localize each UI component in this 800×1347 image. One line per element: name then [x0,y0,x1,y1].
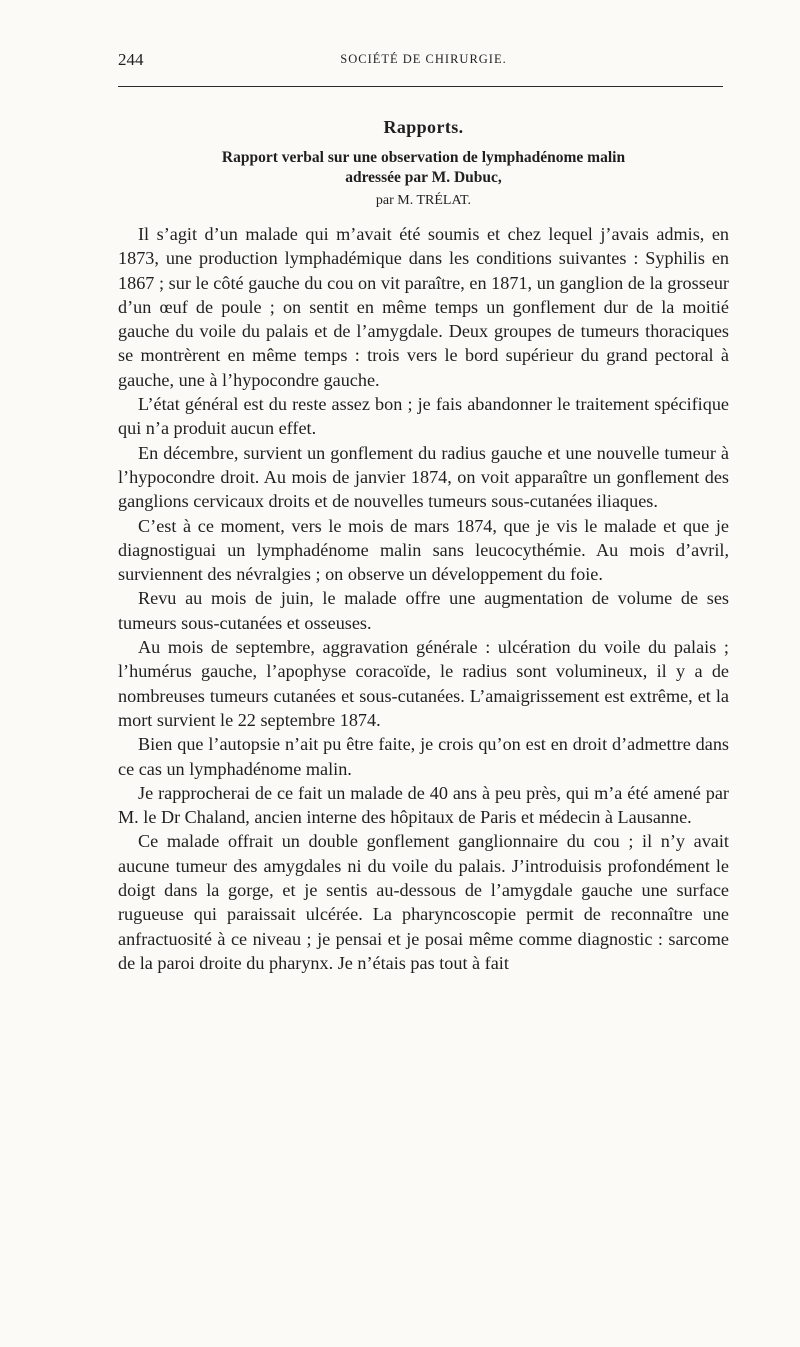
paragraph: Ce malade offrait un double gonflement ganglionnaire du cou ; il n’y avait aucune tumeur des amygdales ni du voile du palais. J’introduisis profondément le doigt dans la gorge, et je sentis au-dessous de l’amygdale gauche une surface rugueuse qui paraissait ulcérée. La pharyncoscopie permit de reconnaître une anfractuosité à ce niveau ; je pensai et je posai même comme diagnostic : sarcome de la paroi droite du pharynx. Je n’étais pas tout à fait [118,831,729,973]
page-number: 244 [118,50,144,69]
byline: par M. TRÉLAT. [375,193,472,208]
paragraph: L’état général est du reste assez bon ; je fais abandonner le traitement spécifique qui n’a produit aucun effet. [118,394,729,439]
journal-title: SOCIÉTÉ DE CHIRURGIE. [340,52,507,66]
paragraph: Je rapprocherai de ce fait un malade de 40 ans à peu près, qui m’a été amené par M. le Dr Chaland, ancien interne des hôpitaux de Paris et médecin à Lausanne. [118,782,729,828]
paragraph: Revu au mois de juin, le malade offre une augmentation de volume de ses tumeurs sous-cutanées et osseuses. [118,588,729,633]
report-title-line-1: Rapport verbal sur une observation de lymphadénome malin [221,149,626,166]
report-title [118,148,729,188]
document-page [118,44,729,975]
running-header [118,44,729,72]
paragraph: Au mois de septembre, aggravation générale : ulcération du voile du palais ; l’humérus gauche, l’apophyse coracoïde, le radius sont volumineux, il y a de nombreuses tumeurs cutanées et sous-cutanées. L’amaigrissement est extrême, et la mort survient le 22 septembre 1874. [118,637,729,730]
report-title-line-2: adressée par M. Dubuc, [345,169,502,186]
paragraph: Il s’agit d’un malade qui m’avait été soumis et chez lequel j’avais admis, en 1873, une production lymphadémique dans les conditions suivantes : Syphilis en 1867 ; sur le côté gauche du cou on vit paraître, en 1871, un ganglion de la grosseur d’un œuf de poule ; on sentit en même temps un gonflement dur de la moitié gauche du voile du palais et de l’amygdale. Deux groupes de tumeurs thoraciques se montrèrent en même temps : trois vers le bord supérieur du grand pectoral à gauche, une à l’hypocondre gauche. [118,224,729,390]
header-rule [118,86,723,87]
paragraph: C’est à ce moment, vers le mois de mars 1874, que je vis le malade et que je diagnostiguai un lymphadénome malin sans leucocythémie. Au mois d’avril, surviennent des névralgies ; on observe un développement du foie. [118,515,729,585]
paragraph: En décembre, survient un gonflement du radius gauche et une nouvelle tumeur à l’hypocondre droit. Au mois de janvier 1874, on voit apparaître un gonflement des ganglions cervicaux droits et de nouvelles tumeurs sous-cutanées iliaques. [118,442,729,512]
section-title: Rapports. [383,117,464,137]
paragraph: Bien que l’autopsie n’ait pu être faite, je crois qu’on est en droit d’admettre dans ce cas un lymphadénome malin. [118,734,729,779]
body-text [118,222,729,975]
